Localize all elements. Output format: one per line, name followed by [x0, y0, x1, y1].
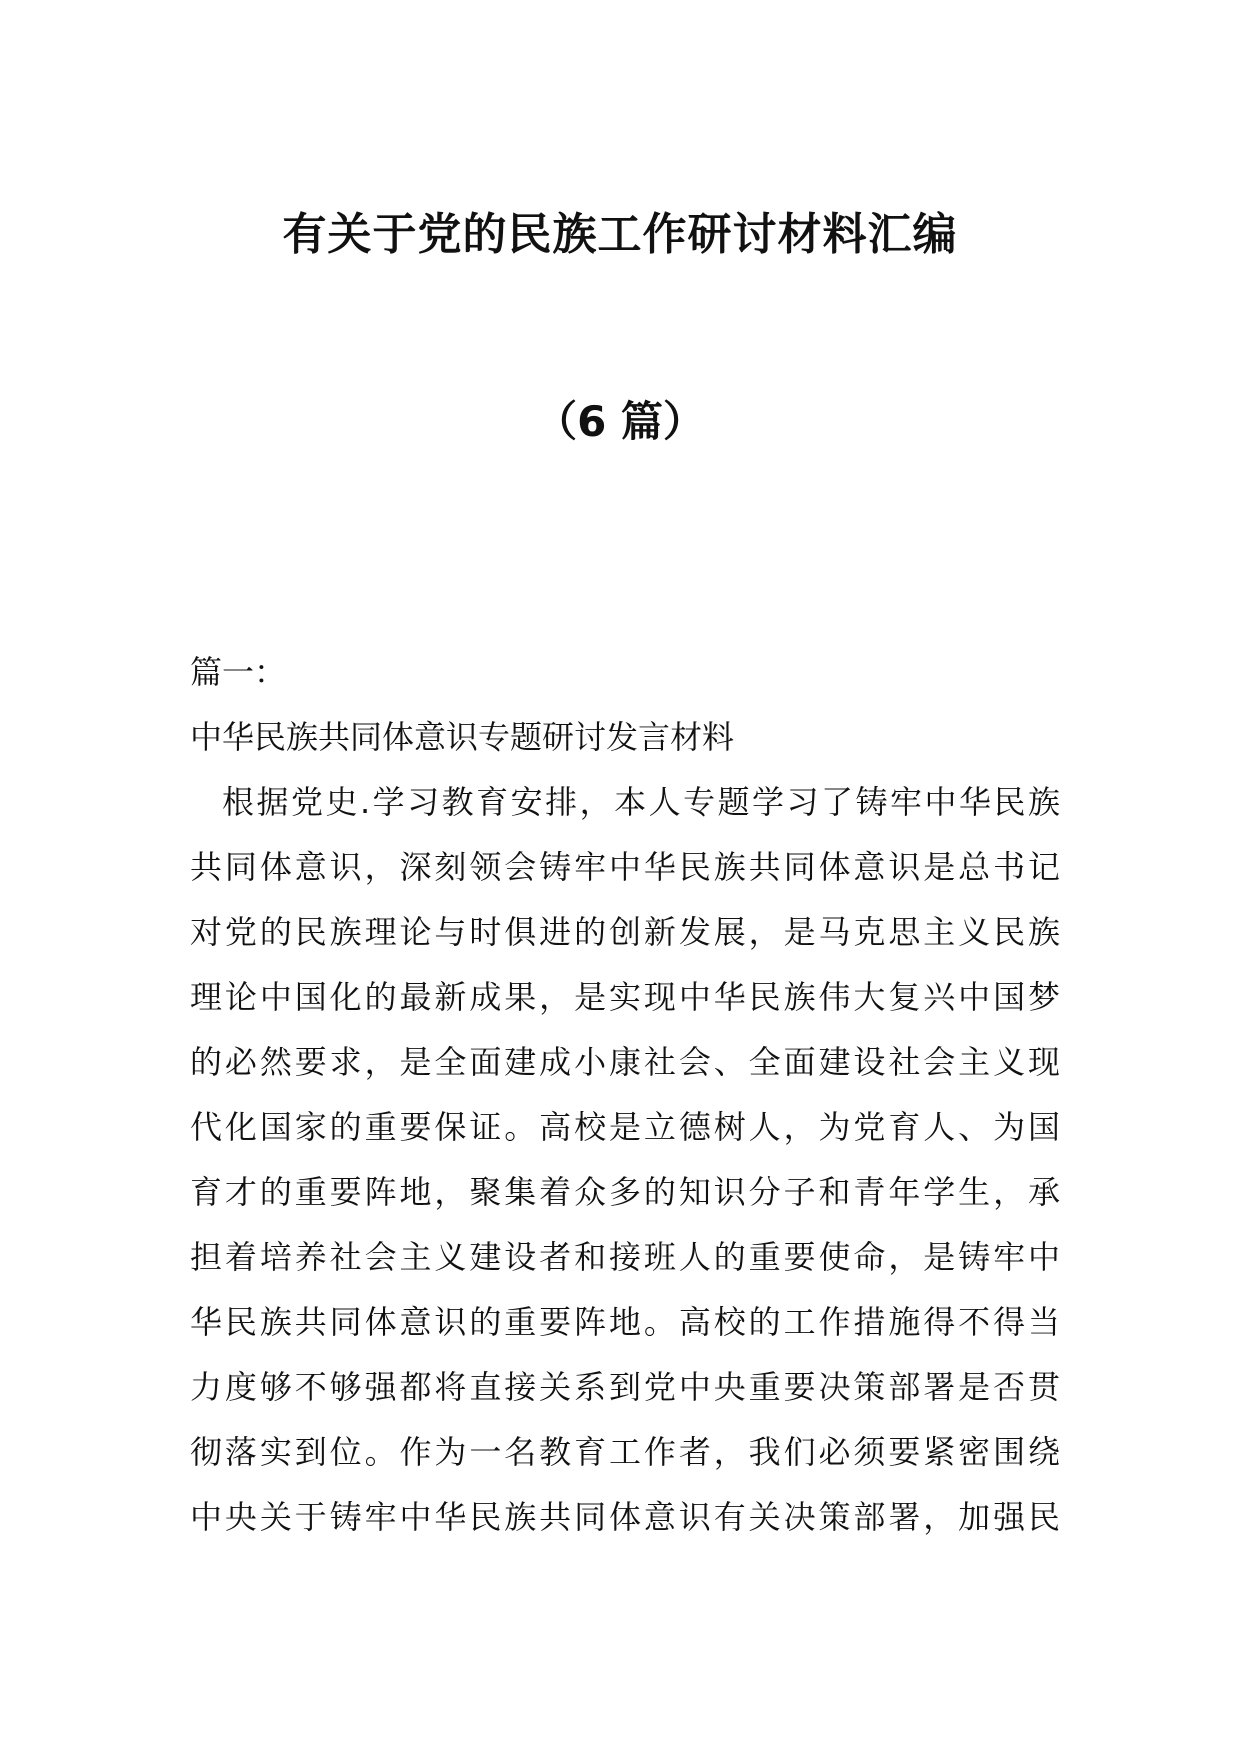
body-line: 力度够不够强都将直接关系到党中央重要决策部署是否贯 [190, 1368, 1060, 1406]
body-line: 理论中国化的最新成果，是实现中华民族伟大复兴中国梦 [190, 978, 1060, 1016]
section-title: 中华民族共同体意识专题研讨发言材料 [190, 718, 735, 756]
body-line: 育才的重要阵地，聚集着众多的知识分子和青年学生，承 [190, 1173, 1060, 1211]
document-title: 有关于党的民族工作研讨材料汇编 [282, 209, 958, 260]
body-line: 代化国家的重要保证。高校是立德树人，为党育人、为国 [190, 1108, 1060, 1146]
body-line: 中央关于铸牢中华民族共同体意识有关决策部署，加强民 [190, 1498, 1060, 1536]
document-body [190, 640, 1060, 1550]
body-line: 共同体意识，深刻领会铸牢中华民族共同体意识是总书记 [190, 848, 1060, 886]
body-line: 的必然要求，是全面建成小康社会、全面建设社会主义现 [190, 1043, 1060, 1081]
body-line: 担着培养社会主义建设者和接班人的重要使命，是铸牢中 [190, 1238, 1060, 1276]
body-line: 彻落实到位。作为一名教育工作者，我们必须要紧密围绕 [190, 1433, 1060, 1471]
document-subtitle: （6 篇） [535, 397, 705, 446]
body-line: 华民族共同体意识的重要阵地。高校的工作措施得不得当 [190, 1303, 1060, 1341]
section-label: 篇一： [190, 653, 287, 691]
body-line: 对党的民族理论与时俱进的创新发展，是马克思主义民族 [190, 913, 1060, 951]
body-line: 根据党史.学习教育安排，本人专题学习了铸牢中华民族 [222, 783, 1060, 821]
